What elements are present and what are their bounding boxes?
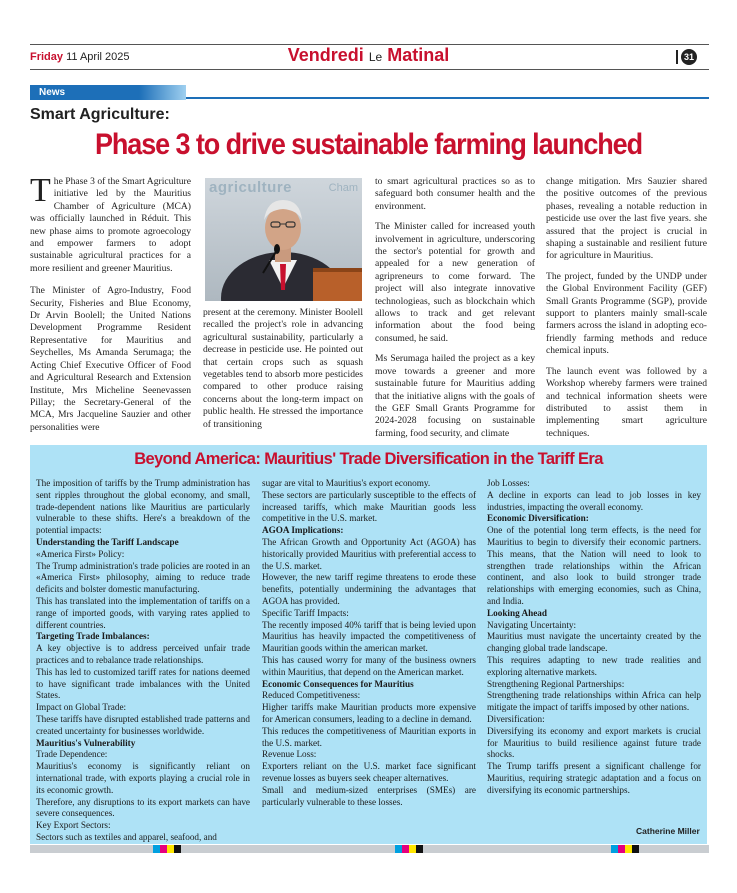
tariff-paragraph: The Trump tariffs present a significant challenge for Mauritius, requiring strategic adaptation and a focus on diversifying its economic partnerships. xyxy=(487,761,701,795)
tariff-paragraph: However, the new tariff regime threatens to erode these benefits, potentially undermining the advantages that AGOA has provided. xyxy=(262,572,476,606)
photo-banner-text: agriculture xyxy=(209,179,293,196)
tariff-paragraph: Mauritius must navigate the uncertainty created by the changing global trade landscape. xyxy=(487,631,701,654)
tariff-subheading: Understanding the Tariff Landscape xyxy=(36,536,179,547)
drop-cap: T xyxy=(30,172,51,209)
reg-black xyxy=(632,845,639,853)
paragraph-text: he Phase 3 of the Smart Agriculture initiative led by the Mauritius Chamber of Agriculture (MCA) was officially launched in Réduit. This new phase aims to promote agroecology and empower farmers to adopt sustainable agricultural practices for a more resilient and greener Mauritius. xyxy=(30,176,191,274)
tariff-paragraph: One of the potential long term effects, is the need for Mauritius to begin to diversify their economic partners. This means, that the Nation will need to look to strengthen trade relationships within the African continent, and also look to build stronger trade relationships with emerging economies, such as China, and India. xyxy=(487,525,701,606)
tariff-subheading: Economic Diversification: xyxy=(487,513,589,524)
article-column-4 xyxy=(546,176,707,448)
tariff-paragraph: Higher tariffs make Mauritian products more expensive for American consumers, leading to a decline in demand. xyxy=(262,702,476,724)
tariff-paragraph: These sectors are particularly susceptible to the effects of increased tariffs, which make Mauritian goods less competitive in the U.S. market. xyxy=(262,489,476,524)
masthead-matinal: Matinal xyxy=(387,45,450,65)
tariff-paragraph: Exporters reliant on the U.S. market face significant revenue losses as buyers seek cheaper alternatives. xyxy=(262,761,476,783)
reg-cyan xyxy=(153,845,160,853)
reg-cyan xyxy=(395,845,402,853)
tariff-paragraph: sugar are vital to Mauritius's export economy. xyxy=(262,478,431,488)
tariff-subheading: Economic Consequences for Mauritius xyxy=(262,678,414,689)
reg-yellow xyxy=(167,845,174,853)
issue-day: Friday xyxy=(30,51,64,63)
tariff-column-3 xyxy=(487,478,701,797)
article-paragraph: present at the ceremony. Minister Boolell recalled the project's role in advancing agricultural sustainability, particularly a decrease in pesticide use. He pointed out that certain crops such as squash vegetables tend to absorb more pesticides compared to other produce raising concerns about the long-term impact on public health. He stressed the importance of transitioning xyxy=(203,307,363,430)
tariff-paragraph: Key Export Sectors: xyxy=(36,820,111,831)
tariff-paragraph: Specific Tariff Impacts: xyxy=(262,607,349,618)
footer-bar xyxy=(30,845,709,853)
tariff-paragraph: Small and medium-sized enterprises (SMEs) are particularly vulnerable to these losses. xyxy=(262,784,476,807)
issue-date-text: 11 April 2025 xyxy=(66,51,130,63)
masthead-le: Le xyxy=(368,50,383,64)
reg-black xyxy=(174,845,181,853)
article-paragraph xyxy=(30,172,191,275)
tariff-paragraph: Diversifying its economy and export markets is crucial for Mauritius to build resilience against future trade shocks. xyxy=(487,725,701,760)
article-paragraph: to smart agricultural practices so as to safeguard both consumer health and the environment. xyxy=(375,176,535,212)
tariff-subheading: Mauritius's Vulnerability xyxy=(36,737,136,748)
tariff-paragraph: The Trump administration's trade policies are rooted in an «America First» philosophy, aiming to reduce trade deficits and bolster domestic manufacturing. xyxy=(36,560,250,595)
article-paragraph: The launch event was followed by a Workshop whereby farmers were trained and technical information sheets were distributed to assist them in implementing smart agriculture techniques. xyxy=(546,365,707,439)
reg-magenta xyxy=(402,845,409,853)
tariff-paragraph: The African Growth and Opportunity Act (AGOA) has historically provided Mauritius with preferential access to the U.S. market. xyxy=(262,536,476,571)
article-paragraph: change mitigation. Mrs Sauzier shared the positive outcomes of the previous phases, revealing a notable reduction in pesticide use over the last five years. she assured that the project is crucial in shaping a sustainable and resilient future for agriculture in Mauritius. xyxy=(546,176,707,262)
tariff-paragraph: Trade Dependence: xyxy=(36,749,108,760)
tariff-paragraph: The imposition of tariffs by the Trump administration has sent ripples throughout the global economy, and small, trade-dependent nations like Mauritius are particularly vulnerable to these shifts. Here's a breakdown of the potential impacts: xyxy=(36,478,250,536)
tariff-paragraph: Revenue Loss: xyxy=(262,749,317,760)
article-column-3 xyxy=(375,176,535,448)
color-registration-mark xyxy=(153,845,181,853)
tariff-paragraph: This has caused worry for many of the business owners within Mauritius, that depend on the American market. xyxy=(262,654,476,677)
tariff-paragraph: «America First» Policy: xyxy=(36,548,125,559)
photo-banner-text-2: Cham xyxy=(328,182,358,194)
section-rule xyxy=(186,97,709,99)
speaker-illustration xyxy=(205,178,362,301)
tariff-column-2 xyxy=(262,478,476,808)
tariff-column-1 xyxy=(36,478,250,844)
masthead xyxy=(0,45,737,66)
tariff-paragraph: Strengthening Regional Partnerships: xyxy=(487,678,625,689)
tariff-paragraph: This requires adapting to new trade realities and exploring alternative markets. xyxy=(487,654,701,677)
article-paragraph: The project, funded by the UNDP under the Global Environment Facility (GEF) Small Grants Programme (SGP), provide support to planters mainly small-scale farmers across the island in adopting eco-friendly farming methods and reduce chemical inputs. xyxy=(546,270,707,357)
tariff-paragraph: Strengthening trade relationships within Africa can help mitigate the impact of tariffs imposed by other nations. xyxy=(487,690,701,713)
tariff-paragraph: Sectors such as textiles and apparel, seafood, and xyxy=(36,831,217,842)
section-tag-news: News xyxy=(30,85,186,100)
reg-magenta xyxy=(160,845,167,853)
tariff-headline: Beyond America: Mauritius' Trade Diversification in the Tariff Era xyxy=(134,450,603,468)
tariff-paragraph: A key objective is to address perceived unfair trade practices and to rebalance trade relationships. xyxy=(36,643,250,665)
tariff-paragraph: A decline in exports can lead to job losses in key industries, impacting the overall economy. xyxy=(487,489,701,512)
reg-magenta xyxy=(618,845,625,853)
tariff-paragraph: Diversification: xyxy=(487,713,545,724)
tariff-paragraph: Impact on Global Trade: xyxy=(36,702,127,713)
tariff-paragraph: Reduced Competitiveness: xyxy=(262,690,361,701)
color-registration-mark xyxy=(395,845,423,853)
author-byline: Catherine Miller xyxy=(636,826,700,836)
minister-photo xyxy=(205,178,362,301)
color-registration-mark xyxy=(611,845,639,853)
tariff-paragraph: Navigating Uncertainty: xyxy=(487,619,577,630)
tariff-paragraph: The recently imposed 40% tariff that is being levied upon Mauritius has heavily impacted the competitiveness of Mauritian goods within the american market. xyxy=(262,619,476,654)
reg-black xyxy=(416,845,423,853)
article-column-1 xyxy=(30,172,191,442)
tariff-paragraph: These tariffs have disrupted established trade patterns and created uncertainty for businesses worldwide. xyxy=(36,713,250,736)
tariff-paragraph: This has led to customized tariff rates for nations deemed to have significant trade imbalances with the United States. xyxy=(36,666,250,701)
article-paragraph: Ms Serumaga hailed the project as a key move towards a greener and more sustainable future for Mauritius adding that the initiative aligns with the goals of the GEF Small Grants Programme for 2024-2028 focusing on sustainable farming, food security, and climate xyxy=(375,353,535,439)
reg-yellow xyxy=(409,845,416,853)
page-number: 31 xyxy=(681,49,697,65)
tariff-paragraph: Job Losses: xyxy=(487,478,530,488)
article-paragraph: The Minister of Agro-Industry, Food Security, Fisheries and Blue Economy, Dr Arvin Boolell; the United Nations Development Programme Resident Representative for Mauritius and Seychelles, Ms Amanda Serumaga; the Acting Chief Executive Officer of Food and Agricultural Research and Extension Institute, Mrs Micheline Seenevassen Pillay; the Secretary-General of the MCA, Mrs Jacqueline Sauzier and other personalities were xyxy=(30,285,191,433)
tariff-subheading: Looking Ahead xyxy=(487,607,547,618)
tariff-paragraph: This reduces the competitiveness of Mauritian exports in the U.S. market. xyxy=(262,725,476,748)
article-kicker: Smart Agriculture: xyxy=(30,106,170,123)
page-number-bar xyxy=(676,50,678,64)
tariff-subheading: Targeting Trade Imbalances: xyxy=(36,631,150,642)
header-bottom-rule xyxy=(30,69,709,70)
reg-cyan xyxy=(611,845,618,853)
tariff-paragraph: This has translated into the implementation of tariffs on a range of imported goods, with varying rates applied to different countries. xyxy=(36,595,250,630)
masthead-vendredi: Vendredi xyxy=(287,45,364,65)
reg-yellow xyxy=(625,845,632,853)
article-column-2 xyxy=(203,307,363,439)
article-headline: Phase 3 to drive sustainable farming launched xyxy=(94,128,643,161)
tariff-subheading: AGOA Implications: xyxy=(262,525,344,536)
tariff-paragraph: Therefore, any disruptions to its export markets can have severe consequences. xyxy=(36,796,250,819)
article-paragraph: The Minister called for increased youth involvement in agriculture, underscoring the sector's potential for growth and appealed for a new generation of agripreneurs to come forward. The project will also integrate innovative technologieas, such as blockchain which allows to track and get relevant information about the food being consumed, he said. xyxy=(375,221,535,344)
tariff-paragraph: Mauritius's economy is significantly reliant on international trade, with exports playing a crucial role in its economic growth. xyxy=(36,761,250,795)
